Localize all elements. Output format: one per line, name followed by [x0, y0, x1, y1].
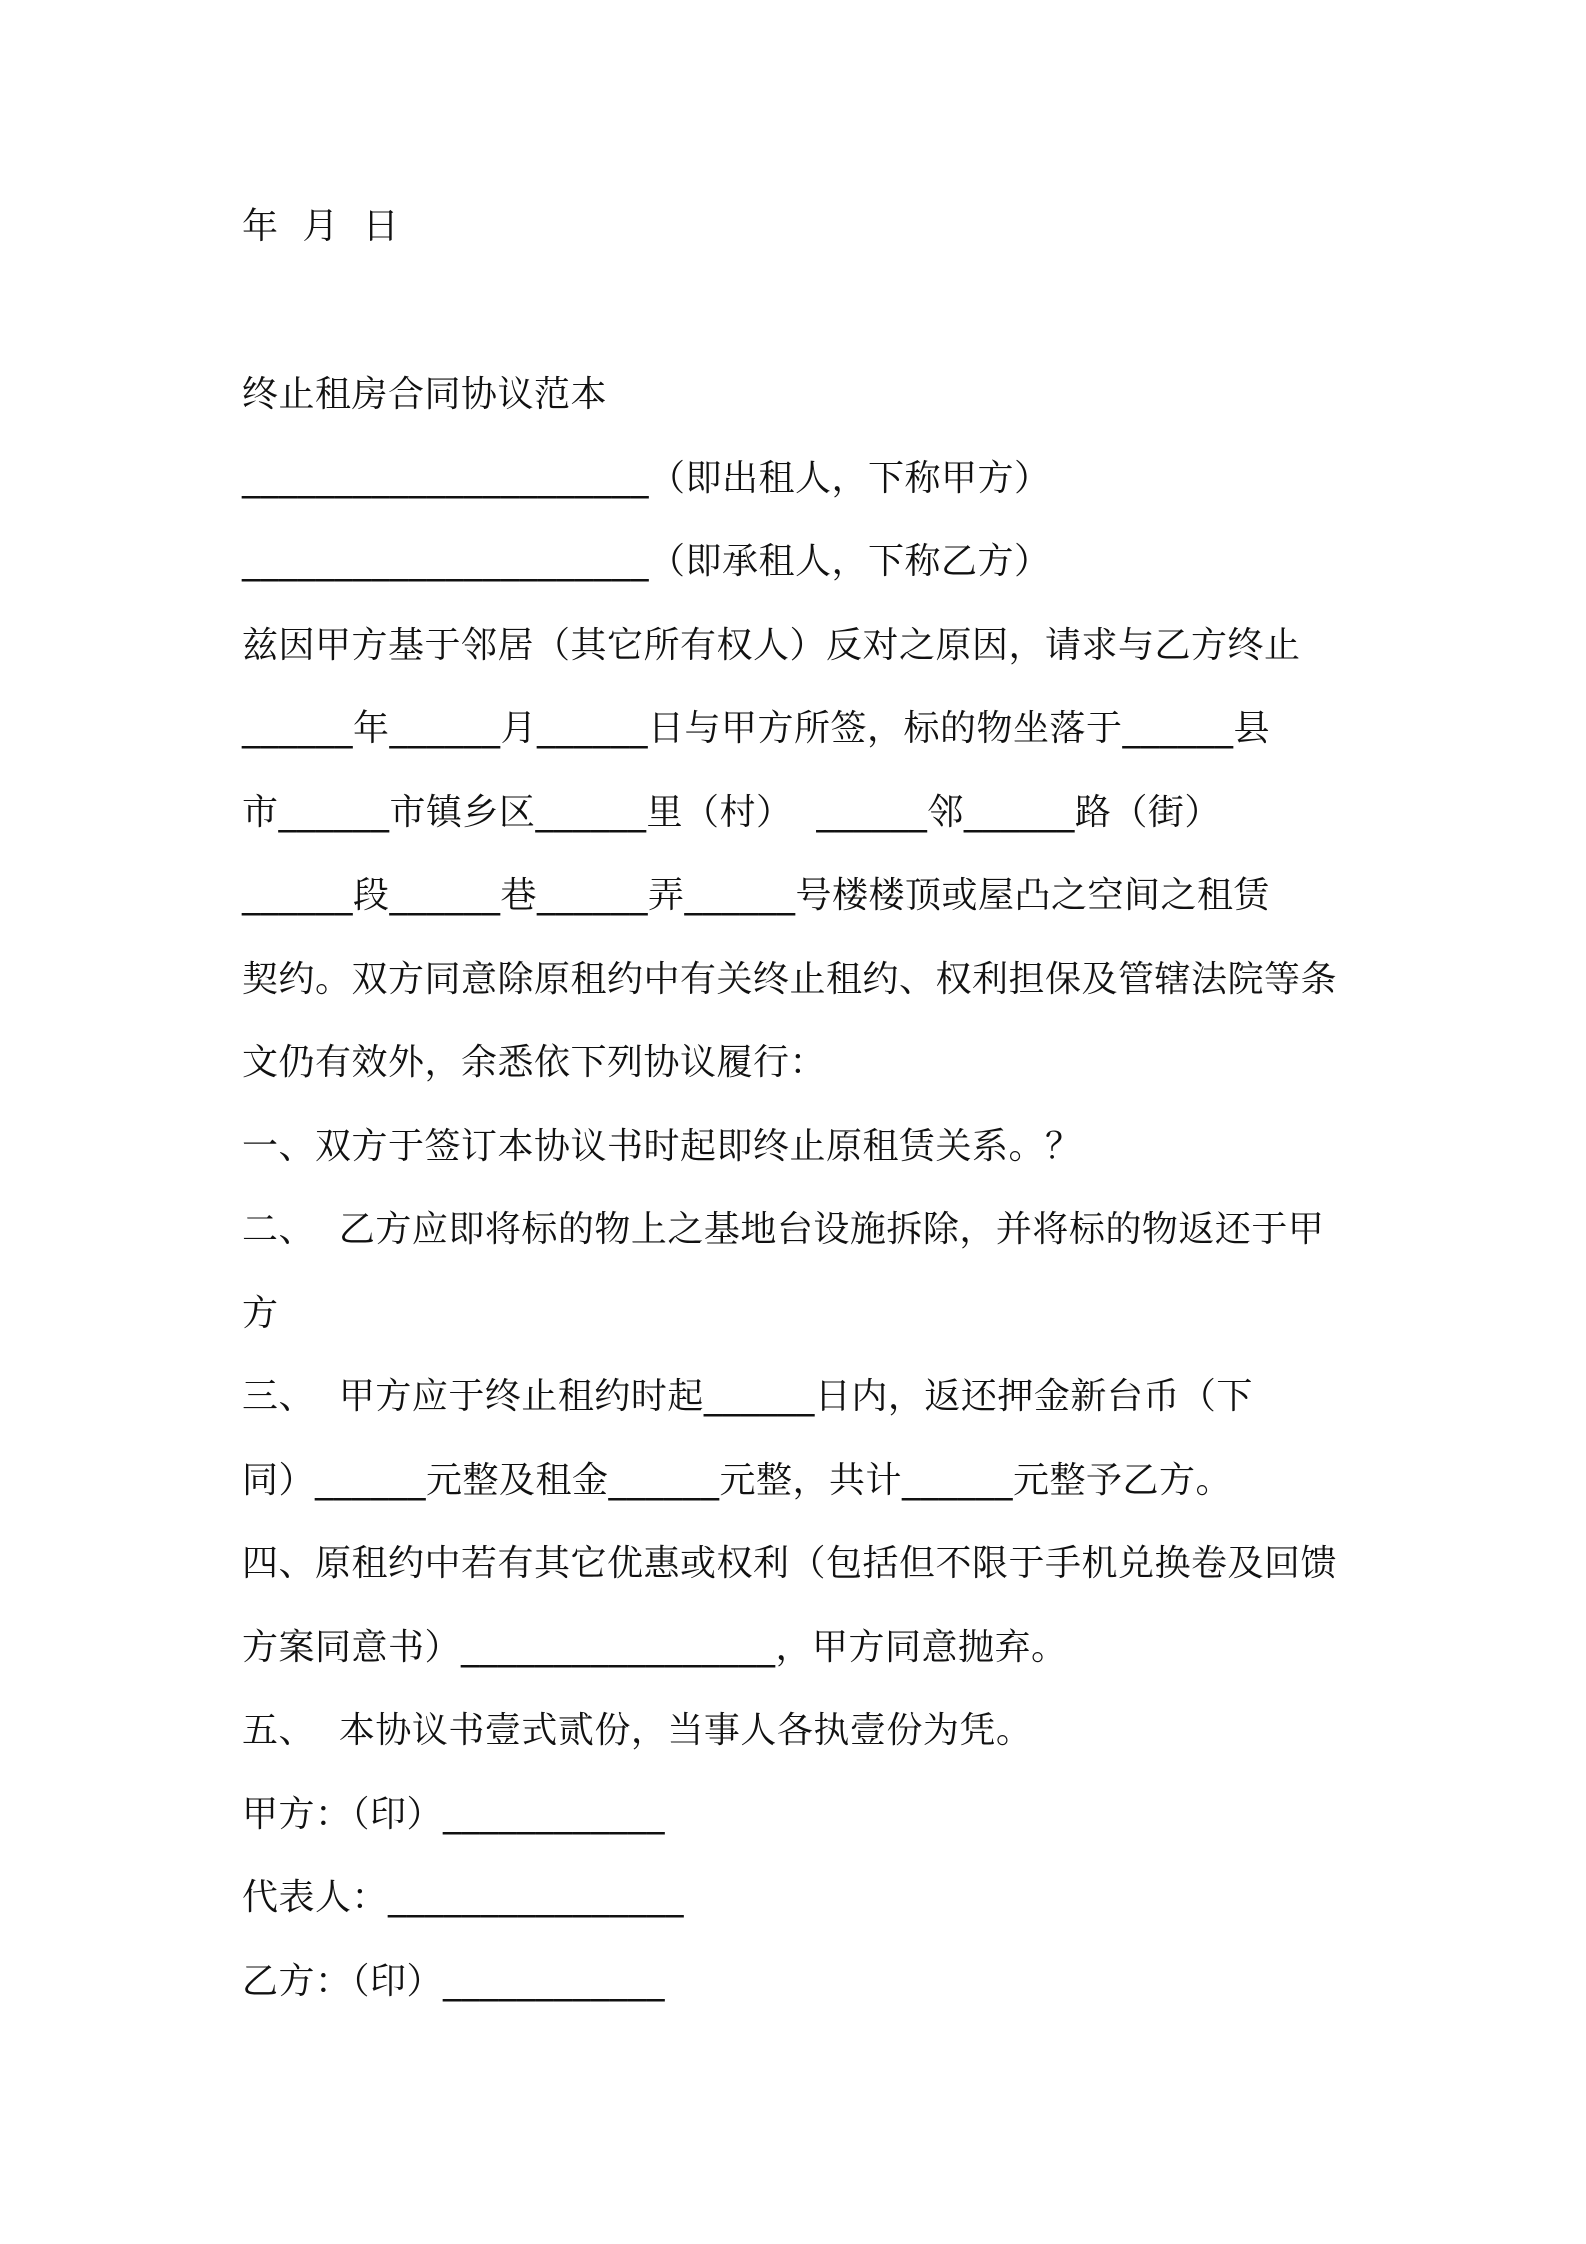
clause-5: 五、 本协议书壹式贰份，当事人各执壹份为凭。: [242, 1710, 1033, 1751]
party-b-signature: 乙方：（印）____________: [242, 1961, 666, 2002]
body-line: 文仍有效外，余悉依下列协议履行：: [242, 1042, 827, 1083]
representative-signature: 代表人：________________: [242, 1877, 685, 1918]
party-a-signature: 甲方：（印）____________: [242, 1794, 666, 1835]
clause-3: 三、 甲方应于终止租约时起______日内，返还押金新台币（下: [242, 1376, 1253, 1417]
clause-2: 二、 乙方应即将标的物上之基地台设施拆除，并将标的物返还于甲: [242, 1209, 1325, 1250]
lessor-line: ______________________（即出租人，下称甲方）: [242, 458, 1051, 499]
document-title: 终止租房合同协议范本: [242, 374, 608, 415]
clause-4: 四、原租约中若有其它优惠或权利（包括但不限于手机兑换卷及回馈: [242, 1543, 1338, 1584]
body-line: 契约。双方同意除原租约中有关终止租约、权利担保及管辖法院等条: [242, 959, 1338, 1000]
body-line: ______段______巷______弄______号楼楼顶或屋凸之空间之租赁: [242, 875, 1271, 916]
lessee-line: ______________________（即承租人，下称乙方）: [242, 541, 1051, 582]
clause-2-cont: 方: [242, 1293, 279, 1334]
date-line: 年 月 日: [242, 206, 400, 247]
body-line: 兹因甲方基于邻居（其它所有权人）反对之原因，请求与乙方终止: [242, 625, 1301, 666]
clause-4-cont: 方案同意书）_________________，甲方同意抛弃。: [242, 1627, 1068, 1668]
body-line: 市______市镇乡区______里（村） ______邻______路（街）: [242, 792, 1221, 833]
clause-1: 一、双方于签订本协议书时起即终止原租赁关系。？: [242, 1126, 1082, 1167]
body-line: ______年______月______日与甲方所签，标的物坐落于______县: [242, 708, 1271, 749]
clause-3-cont: 同）______元整及租金______元整，共计______元整予乙方。: [242, 1460, 1233, 1501]
